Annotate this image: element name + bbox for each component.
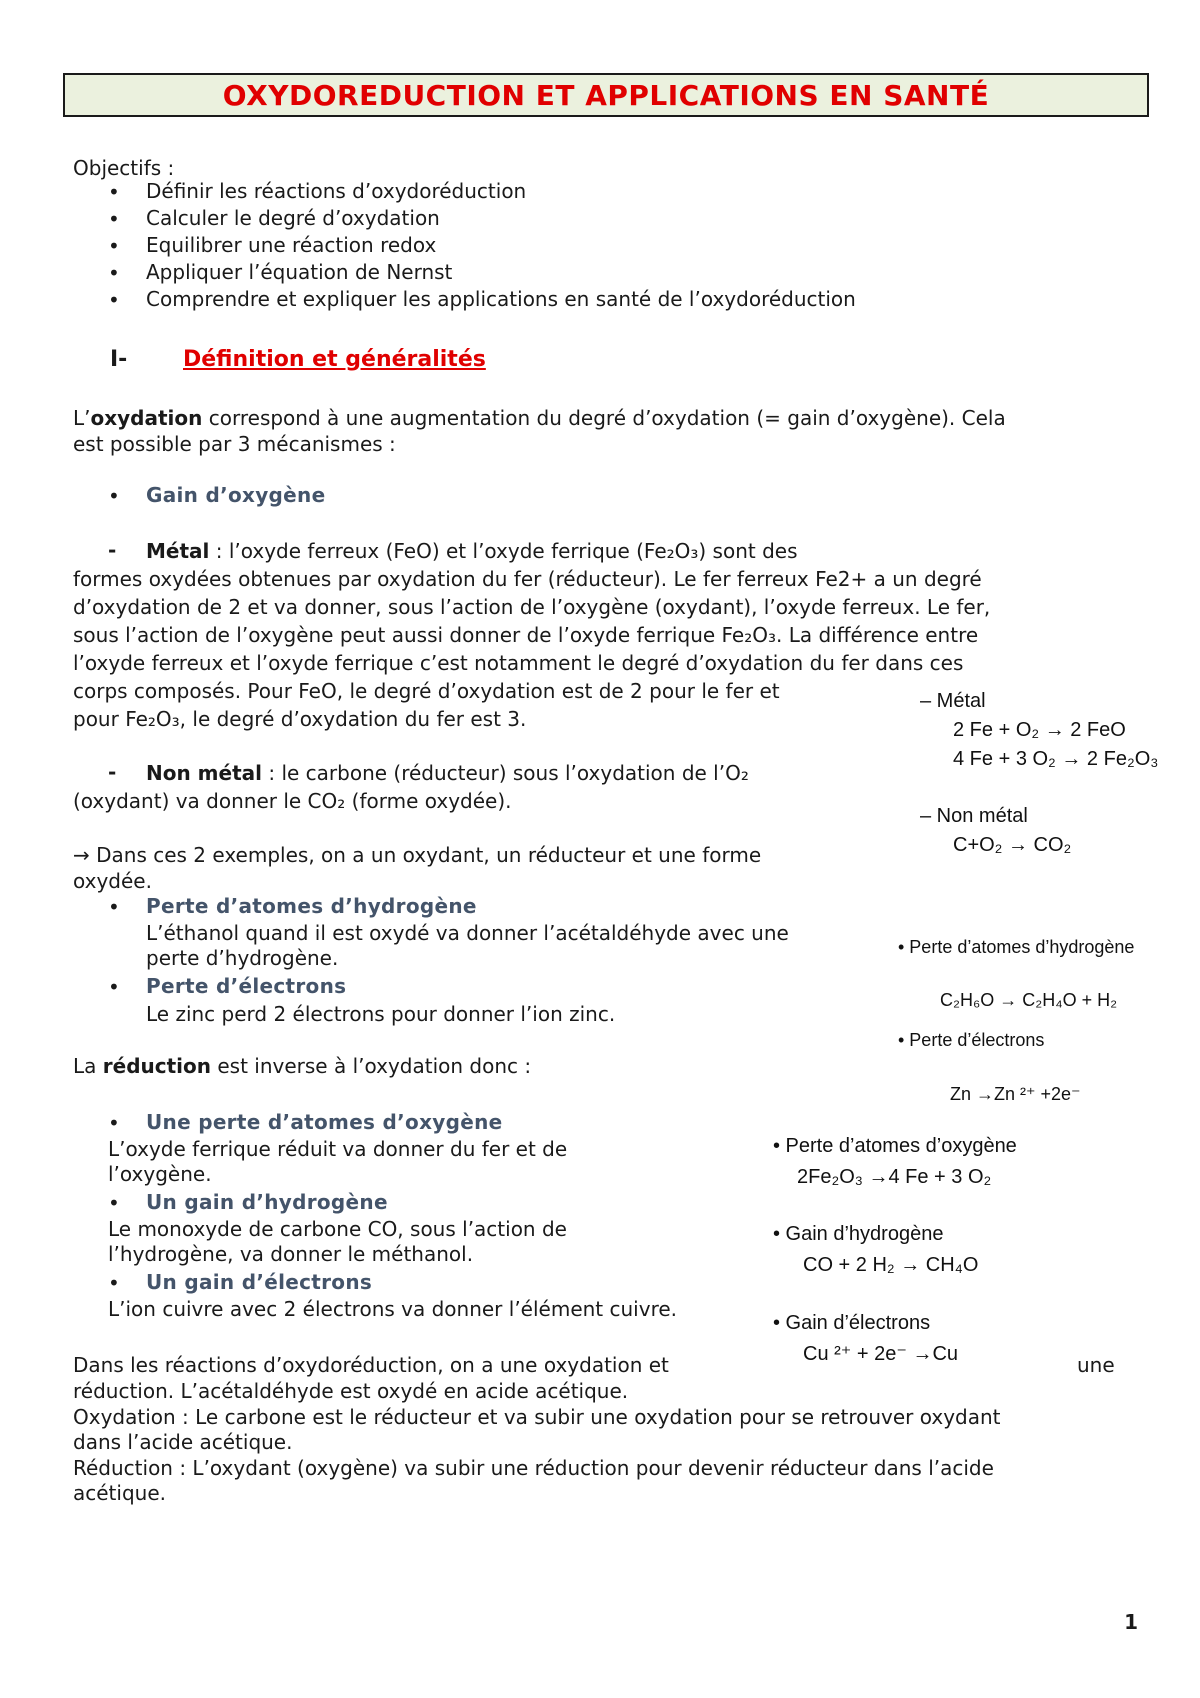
title-box [63, 73, 1149, 117]
final-line5: Réduction : L’oxydant (oxygène) va subir une réduction pour devenir réducteur dans l’acide [73, 1456, 994, 1480]
oxidation-intro-line2: est possible par 3 mécanismes : [73, 432, 396, 456]
section-number: I- [110, 347, 128, 372]
final-line4: dans l’acide acétique. [73, 1430, 293, 1454]
fig-loss-h-title: • Perte d’atomes d’hydrogène [898, 937, 1135, 957]
gain-h-heading: Un gain d’hydrogène [146, 1190, 388, 1214]
metal-line: formes oxydées obtenues par oxydation du fer (réducteur). Le fer ferreux Fe2+ a un degré [73, 567, 982, 591]
fig-eq-co2: C+O₂ → CO₂ [953, 834, 1072, 856]
fig-gain-h-title: • Gain d’hydrogène [773, 1223, 944, 1245]
objective-item: Définir les réactions d’oxydoréduction [146, 179, 527, 203]
fig-eq-fe2o3-red: 2Fe₂O₃ →4 Fe + 3 O₂ [797, 1166, 992, 1188]
final-line1-end: une [1077, 1353, 1115, 1377]
loss-o-text1: L’oxyde ferrique réduit va donner du fer et de [108, 1137, 568, 1161]
bullet-icon: • [108, 180, 120, 204]
gain-h-text1: Le monoxyde de carbone CO, sous l’action de [108, 1217, 567, 1241]
nonmetal-line2: (oxydant) va donner le CO₂ (forme oxydée). [73, 789, 512, 813]
loss-o-text2: l’oxygène. [108, 1162, 212, 1186]
objective-item: Appliquer l’équation de Nernst [146, 260, 453, 284]
loss-h-heading: Perte d’atomes d’hydrogène [146, 894, 477, 918]
metal-line: d’oxydation de 2 et va donner, sous l’action de l’oxygène (oxydant), l’oxyde ferreux. Le fer, [73, 595, 991, 619]
fig-eq-copper: Cu ²⁺ + 2e⁻ →Cu [803, 1343, 959, 1365]
metal-line: corps composés. Pour FeO, le degré d’oxydation est de 2 pour le fer et [73, 679, 780, 703]
loss-o-heading: Une perte d’atomes d’oxygène [146, 1110, 503, 1134]
loss-e-heading: Perte d’électrons [146, 974, 347, 998]
gain-h-text2: l’hydrogène, va donner le méthanol. [108, 1242, 474, 1266]
metal-line: sous l’action de l’oxygène peut aussi donner de l’oxyde ferrique Fe₂O₃. La différence entre [73, 623, 979, 647]
fig-eq-methanol: CO + 2 H₂ → CH₄O [803, 1254, 979, 1276]
bullet-icon: • [108, 261, 120, 285]
objectives-label: Objectifs : [73, 156, 175, 180]
final-line6: acétique. [73, 1481, 166, 1505]
fig-eq-zinc: Zn →Zn ²⁺ +2e⁻ [950, 1084, 1081, 1104]
page-number: 1 [1124, 1610, 1138, 1634]
final-line1: Dans les réactions d’oxydoréduction, on a une oxydation et [73, 1353, 669, 1377]
metal-line: l’oxyde ferreux et l’oxyde ferrique c’est notamment le degré d’oxydation du fer dans ces [73, 651, 964, 675]
final-line2: réduction. L’acétaldéhyde est oxydé en acide acétique. [73, 1379, 629, 1403]
loss-h-text2: perte d’hydrogène. [146, 946, 339, 970]
bullet-icon: • [108, 975, 120, 999]
objective-item: Comprendre et expliquer les applications en santé de l’oxydoréduction [146, 287, 856, 311]
fig-loss-e-title: • Perte d’électrons [898, 1030, 1045, 1050]
bullet-icon: • [108, 1191, 120, 1215]
dash-icon: - [108, 538, 117, 562]
gain-e-text: L’ion cuivre avec 2 électrons va donner l’élément cuivre. [108, 1297, 678, 1321]
loss-e-text: Le zinc perd 2 électrons pour donner l’ion zinc. [146, 1002, 616, 1026]
oxidation-intro: L’oxydation correspond à une augmentation du degré d’oxydation (= gain d’oxygène). Cela [73, 406, 1006, 430]
reduction-intro: La réduction est inverse à l’oxydation donc : [73, 1054, 532, 1078]
fig-eq-fe2o3: 4 Fe + 3 O₂ → 2 Fe₂O₃ [953, 748, 1159, 770]
bullet-icon: • [108, 207, 120, 231]
loss-h-text1: L’éthanol quand il est oxydé va donner l’acétaldéhyde avec une [146, 921, 789, 945]
final-line3: Oxydation : Le carbone est le réducteur et va subir une oxydation pour se retrouver oxydant [73, 1405, 1001, 1429]
fig-nonmetal-title: – Non métal [920, 805, 1028, 827]
metal-line: pour Fe₂O₃, le degré d’oxydation du fer est 3. [73, 707, 527, 731]
nonmetal-paragraph-start: Non métal : le carbone (réducteur) sous l’oxydation de l’O₂ [146, 761, 749, 785]
metal-paragraph-start: Métal : l’oxyde ferreux (FeO) et l’oxyde ferrique (Fe₂O₃) sont des [146, 539, 798, 563]
fig-loss-o-title: • Perte d’atomes d’oxygène [773, 1135, 1017, 1157]
objective-item: Calculer le degré d’oxydation [146, 206, 440, 230]
bullet-icon: • [108, 1271, 120, 1295]
bullet-icon: • [108, 234, 120, 258]
bullet-icon: • [108, 1111, 120, 1135]
gain-oxygen-heading: Gain d’oxygène [146, 483, 326, 507]
section-heading: Définition et généralités [183, 347, 486, 372]
bullet-icon: • [108, 288, 120, 312]
fig-eq-feo: 2 Fe + O₂ → 2 FeO [953, 719, 1126, 741]
fig-eq-ethanol: C₂H₆O → C₂H₄O + H₂ [940, 990, 1118, 1010]
fig-metal-title: – Métal [920, 690, 986, 712]
gain-e-heading: Un gain d’électrons [146, 1270, 373, 1294]
conclusion-line2: oxydée. [73, 869, 152, 893]
bullet-icon: • [108, 895, 120, 919]
dash-icon: - [108, 760, 117, 784]
conclusion-line1: → Dans ces 2 exemples, on a un oxydant, un réducteur et une forme [73, 843, 762, 867]
objective-item: Equilibrer une réaction redox [146, 233, 437, 257]
fig-gain-e-title: • Gain d’électrons [773, 1312, 931, 1334]
page-title: OXYDOREDUCTION ET APPLICATIONS EN SANTÉ [222, 78, 990, 112]
bullet-icon: • [108, 484, 120, 508]
